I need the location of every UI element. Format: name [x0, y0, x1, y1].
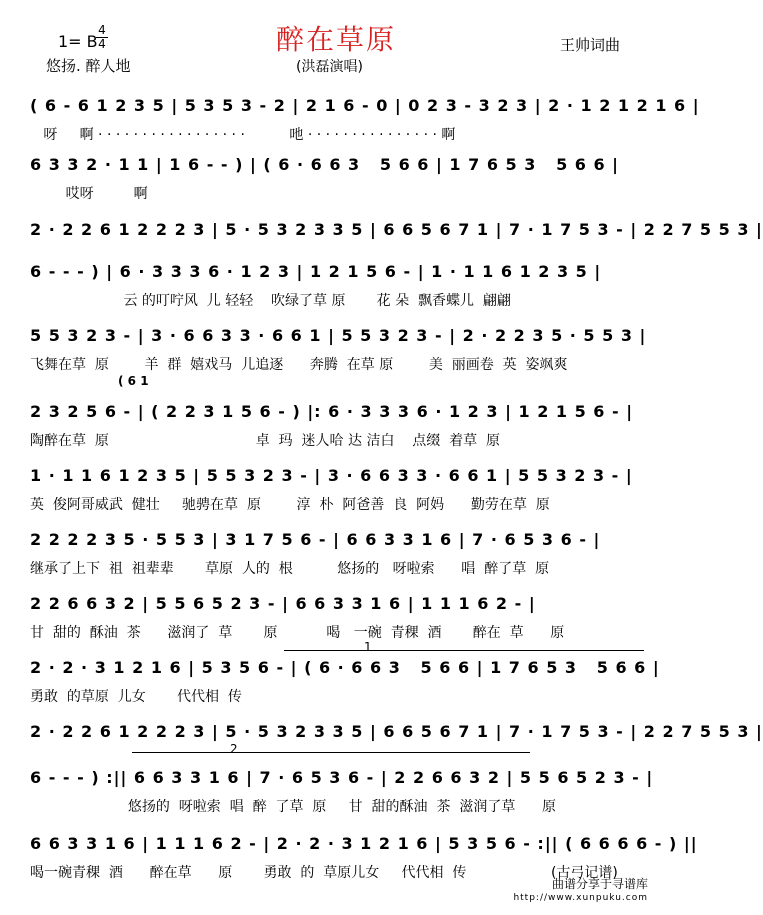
- key-signature: 1= B: [58, 32, 98, 51]
- notes: 1 · 1 1 6 1 2 3 5 | 5 5 3 2 3 - | 3 · 6 6 3 3 · 6 6 1 | 5 5 3 2 3 - |: [30, 466, 633, 485]
- expression-marking: 悠扬. 醉人地: [46, 57, 131, 75]
- lyrics: 云 的叮咛风 儿 轻轻 吹绿了草 原 花 朵 飘香蝶儿 翩翩: [30, 293, 511, 309]
- staff-row-6: [30, 402, 645, 464]
- lyrics: 哎呀 啊: [30, 186, 148, 202]
- lyrics: 继承了上下 祖 祖辈辈 草原 人的 根 悠扬的 呀啦索 唱 醉了草 原: [30, 561, 550, 577]
- notes: 5 5 3 2 3 - | 3 · 6 6 3 3 · 6 6 1 | 5 5 3 2 3 - | 2 · 2 2 3 5 · 5 5 3 |: [30, 326, 647, 345]
- lyrics: 呀 啊 · · · · · · · · · · · · · · · · · 吔 · · · · · · · · · · · · · · · 啊: [30, 127, 456, 143]
- notes: 6 3 3 2 · 1 1 | 1 6 - - ) | ( 6 · 6 6 3 5 6 6 | 1 7 6 5 3 5 6 6 |: [30, 155, 620, 174]
- lyrics: 英 俊阿哥威武 健壮 驰骋在草 原 淳 朴 阿爸善 良 阿妈 勤劳在草 原: [30, 497, 550, 513]
- notes: 2 2 2 2 3 5 · 5 5 3 | 3 1 7 5 6 - | 6 6 3 3 1 6 | 7 · 6 5 3 6 - |: [30, 530, 601, 549]
- staff-row-10: [30, 658, 660, 720]
- notes: 2 · 2 2 6 1 2 2 2 3 | 5 · 5 3 2 3 3 5 | 6 6 5 6 7 1 | 7 · 1 7 5 3 - | 2 2 7 5 5 3 |: [30, 220, 763, 239]
- lyrics: 甘 甜的 酥油 茶 滋润了 草 原 喝 一碗 青稞 酒 醉在 草 原: [30, 625, 565, 641]
- lyrics: 悠扬的 呀啦索 唱 醉 了草 原 甘 甜的酥油 茶 滋润了草 原: [30, 799, 557, 815]
- meter-bottom: 4: [98, 37, 106, 51]
- meter-top: 4: [98, 23, 106, 37]
- notes: 6 - - - ) :|| 6 6 3 3 1 6 | 7 · 6 5 3 6 - | 2 2 6 6 3 2 | 5 5 6 5 2 3 - |: [30, 768, 654, 787]
- notes: ( 6 - 6 1 2 3 5 | 5 3 5 3 - 2 | 2 1 6 - 0 | 0 2 3 - 3 2 3 | 2 · 1 2 1 2 1 6 |: [30, 96, 700, 115]
- lyrics: 陶醉在草 原 卓 玛 迷人哈 达 洁白 点缀 着草 原: [30, 433, 501, 449]
- staff-row-8: [30, 530, 645, 592]
- time-signature: [96, 25, 108, 50]
- lyrics: 喝一碗青稞 酒 醉在草 原 勇敢 的 草原儿女 代代相 传 (古弓记谱): [30, 865, 618, 881]
- staff-row-12: [30, 768, 654, 830]
- staff-row-1: [30, 96, 700, 158]
- notes: 2 · 2 2 6 1 2 2 2 3 | 5 · 5 3 2 3 3 5 | 6 6 5 6 7 1 | 7 · 1 7 5 3 - | 2 2 7 5 5 3 |: [30, 722, 763, 741]
- notes: 2 3 2 5 6 - | ( 2 2 3 1 5 6 - ) |: 6 · 3 3 3 6 · 1 2 3 | 1 2 1 5 6 - |: [30, 402, 634, 421]
- staff-row-9: [30, 594, 645, 656]
- staff-row-7: [30, 466, 645, 528]
- singer-credit: (洪磊演唱): [296, 59, 363, 75]
- volta-2-line: [132, 752, 530, 753]
- lyrics: 勇敢 的草原 儿女 代代相 传: [30, 689, 242, 705]
- staff-row-2: [30, 155, 645, 217]
- watermark-footer: [513, 877, 648, 905]
- notes: 2 · 2 · 3 1 2 1 6 | 5 3 5 6 - | ( 6 · 6 6 3 5 6 6 | 1 7 6 5 3 5 6 6 |: [30, 658, 660, 677]
- bracket-marking: ( 6 1: [118, 374, 149, 388]
- song-title: 醉在草原: [275, 23, 396, 56]
- notes: 2 2 6 6 3 2 | 5 5 6 5 2 3 - | 6 6 3 3 1 6 | 1 1 1 6 2 - |: [30, 594, 536, 613]
- volta-1-label: 1: [364, 640, 372, 654]
- watermark-url: http://www.xunpuku.com: [513, 893, 648, 903]
- lyrics: 飞舞在草 原 羊 群 嬉戏马 儿追逐 奔腾 在草 原 美 丽画卷 英 姿飒爽: [30, 357, 568, 373]
- composer-credit: 王帅词曲: [560, 36, 621, 54]
- notes: 6 - - - ) | 6 · 3 3 3 6 · 1 2 3 | 1 2 1 5 6 - | 1 · 1 1 6 1 2 3 5 |: [30, 262, 602, 281]
- notes: 6 6 3 3 1 6 | 1 1 1 6 2 - | 2 · 2 · 3 1 2 1 6 | 5 3 5 6 - :|| ( 6 6 6 6 - ) ||: [30, 834, 698, 853]
- staff-row-4: [30, 262, 645, 324]
- volta-1-line: [284, 650, 644, 651]
- watermark-text: 曲谱分享于寻谱库: [551, 877, 648, 891]
- volta-2-label: 2: [230, 742, 238, 756]
